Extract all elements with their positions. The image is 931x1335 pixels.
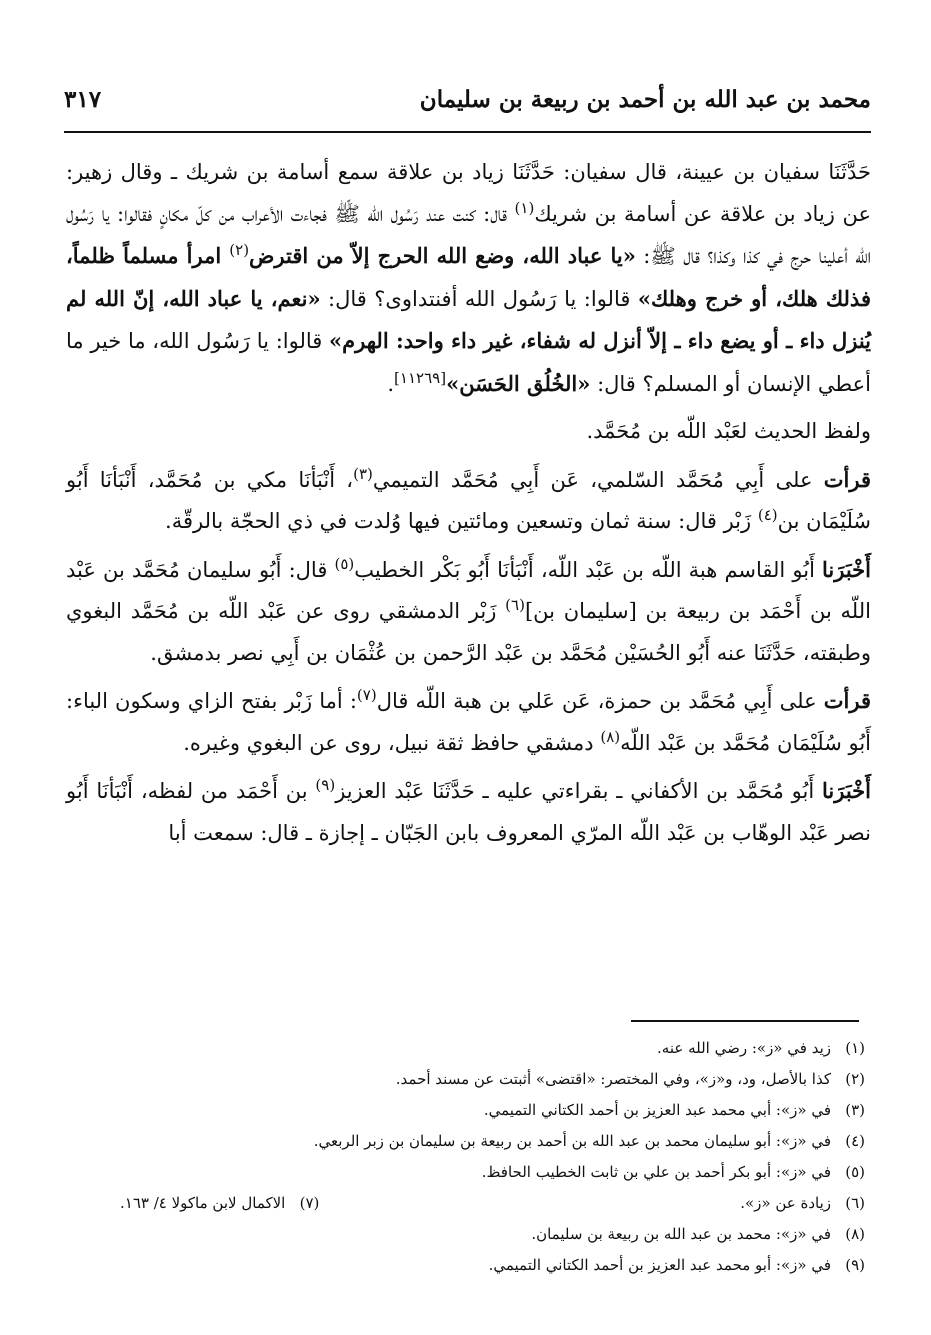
text: على أَبِي مُحَمَّد بن حمزة، عَن عَلي بن هبة اللّه قال <box>376 689 824 713</box>
lead-word: أَخْبَرَنا <box>822 556 871 582</box>
note-ref: (٤) <box>757 506 778 524</box>
paragraph-6 <box>66 770 871 854</box>
running-header <box>64 82 871 132</box>
footnote-number: (٧) <box>299 1194 320 1212</box>
footnote-number: (٢) <box>845 1070 865 1088</box>
text: قالوا: يا رَسُول الله، ما خير ما أعطي الإنسان أو المسلم؟ قال: <box>66 329 871 396</box>
footnote-2 <box>120 1064 865 1095</box>
header-title: محمد بن عبد الله بن أحمد بن ربيعة بن سليمان <box>419 86 871 113</box>
note-ref: (٨) <box>600 727 621 746</box>
text: دمشقي حافظ ثقة نبيل، روى عن البغوي وغيره. <box>183 730 601 755</box>
footnote-text: في «ز»: أبي محمد عبد العزيز بن أحمد الكتاني التميمي. <box>483 1101 831 1119</box>
footnote-text: زيد في «ز»: رضي الله عنه. <box>657 1039 831 1057</box>
text: ، أَنْبَأنَا مكي بن مُحَمَّد، أَنْبَأنَا أَبُو سُلَيْمَان بن <box>66 467 871 533</box>
footnote-text: زيادة عن «ز». <box>740 1194 831 1212</box>
footnote-text: كذا بالأصل، ود، و«ز»، وفي المختصر: «اقتضى» أثبتت عن مسند أحمد. <box>395 1070 831 1088</box>
footnote-rule <box>631 1020 859 1022</box>
lead-word: أَخْبَرَنا <box>822 778 871 803</box>
footnote-text: في «ز»: محمد بن عبد الله بن ربيعة بن سليمان. <box>531 1225 831 1243</box>
text: ولفظ الحديث لعَبْد اللّه بن مُحَمَّد. <box>586 419 871 443</box>
text: أَبُو القاسم هبة اللّه بن عَبْد اللّه، أَنْبَأنَا أَبُو بَكْر الخطيب <box>354 557 823 582</box>
hadith-text: «الخُلُق الحَسَن» <box>446 370 591 396</box>
hadith-text: «نعم، يا عباد الله، إنّ الله لم يُنزل داء ـ أو يضع داء ـ إلاّ أنزل له شفاء، غير داء واحد: الهرم» <box>66 285 872 353</box>
lead-word: قرأت <box>823 466 871 492</box>
footnote-text: الاكمال لابن ماكولا ٤/ ١٦٣. <box>120 1194 286 1212</box>
main-text <box>66 152 871 860</box>
text: بن أَحْمَد من لفظه، أَنْبَأنَا أَبُو نصر عَبْد الوهّاب بن عَبْد اللّه المرّي المعروف بابن الجَبّان ـ إجازة ـ قال: سمعت أبا <box>66 779 871 845</box>
text: قال: أَبُو سليمان مُحَمَّد بن عَبْد اللّه بن أَحْمَد بن ربيعة بن [سليمان بن] <box>66 557 871 623</box>
paragraph-1 <box>66 152 871 405</box>
footnote-number: (٤) <box>845 1132 865 1150</box>
footnote-text: في «ز»: أبو بكر أحمد بن علي بن ثابت الخطيب الحافظ. <box>481 1163 831 1181</box>
footnote-8 <box>120 1219 865 1250</box>
text: زَبْر الدمشقي روى عن عَبْد اللّه بن مُحَمَّد البغوي وطبقته، حَدَّثَنَا عنه أَبُو الحُسَيْن مُحَمَّد بن عَبْد الرَّحمن بن عُثْمَان بن أَبِي نصر بدمشق. <box>66 599 871 665</box>
footnote-1 <box>120 1033 865 1064</box>
footnote-number: (٦) <box>845 1194 865 1212</box>
footnote-4 <box>120 1126 865 1157</box>
footnote-text: في «ز»: أبو محمد عبد العزيز بن أحمد الكتاني التميمي. <box>488 1256 831 1274</box>
footnote-text: في «ز»: أبو سليمان محمد بن عبد الله بن أحمد بن ربيعة بن سليمان بن زبر الربعي. <box>313 1132 831 1150</box>
text: قالوا: يا رَسُول الله أفنتداوى؟ قال: <box>320 286 638 311</box>
note-ref: (٥) <box>334 554 355 573</box>
paragraph-3 <box>66 459 871 543</box>
hadith-number: [١١٢٦٩] <box>394 368 447 387</box>
note-ref: (٦) <box>505 596 525 614</box>
footnote-5 <box>120 1157 865 1188</box>
text: . <box>387 371 395 396</box>
note-ref: (٣) <box>353 464 373 483</box>
footnote-number: (٨) <box>845 1225 865 1243</box>
note-ref: (٧) <box>356 686 377 704</box>
hadith-text: امرأ مسلماً ظلماً، فذلك هلك، أو خرج وهلك» <box>66 243 871 311</box>
footnote-number: (٥) <box>845 1163 865 1181</box>
note-ref: (٩) <box>315 776 336 794</box>
footnote-number: (٣) <box>845 1101 865 1119</box>
text: على أَبِي مُحَمَّد السّلمي، عَن أَبِي مُحَمَّد التميمي <box>372 467 824 492</box>
paragraph-4 <box>66 549 871 675</box>
text: حَدَّثَنَا سفيان بن عيينة، قال سفيان: حَدَّثَنَا زياد بن علاقة سمع أسامة بن شريك ـ وقال زهير: عن زياد بن علاقة عن أسامة بن شريك <box>66 160 871 226</box>
text: زَبْر قال: سنة ثمان وتسعين ومائتين فيها وُلدت في ذي الحجّة بالرقّة. <box>165 509 758 533</box>
text: قال: كنت عند رَسُول الله ﷺ فجاءت الأعراب من كلّ مكانٍ فقالوا: يا رَسُول الله أعلينا حرج في كذا وكذا؟ قال ﷺ: <box>66 201 871 268</box>
paragraph-2 <box>66 411 871 453</box>
page-number: ٣١٧ <box>64 86 102 113</box>
footnote-6-7 <box>120 1188 865 1219</box>
note-ref: (٢) <box>229 241 250 259</box>
footnote-9 <box>120 1250 865 1281</box>
footnote-number: (٩) <box>845 1256 865 1274</box>
hadith-text: «يا عباد الله، وضع الله الحرج إلاّ من اقترض <box>249 243 636 268</box>
text: أَبُو مُحَمَّد بن الأكفاني ـ بقراءتي عليه ـ حَدَّثَنَا عَبْد العزيز <box>335 779 822 803</box>
paragraph-5 <box>66 680 871 764</box>
footnote-7 <box>120 1188 319 1219</box>
text: : أما زَبْر بفتح الزاي وسكون الباء: أَبُو سُلَيْمَان مُحَمَّد بن عَبْد اللّه <box>66 689 871 755</box>
footnote-3 <box>120 1095 865 1126</box>
note-ref: (١) <box>514 198 535 217</box>
footnote-number: (١) <box>845 1039 865 1057</box>
footnotes <box>120 1033 865 1281</box>
lead-word: قرأت <box>823 688 872 713</box>
header-rule <box>64 131 871 133</box>
